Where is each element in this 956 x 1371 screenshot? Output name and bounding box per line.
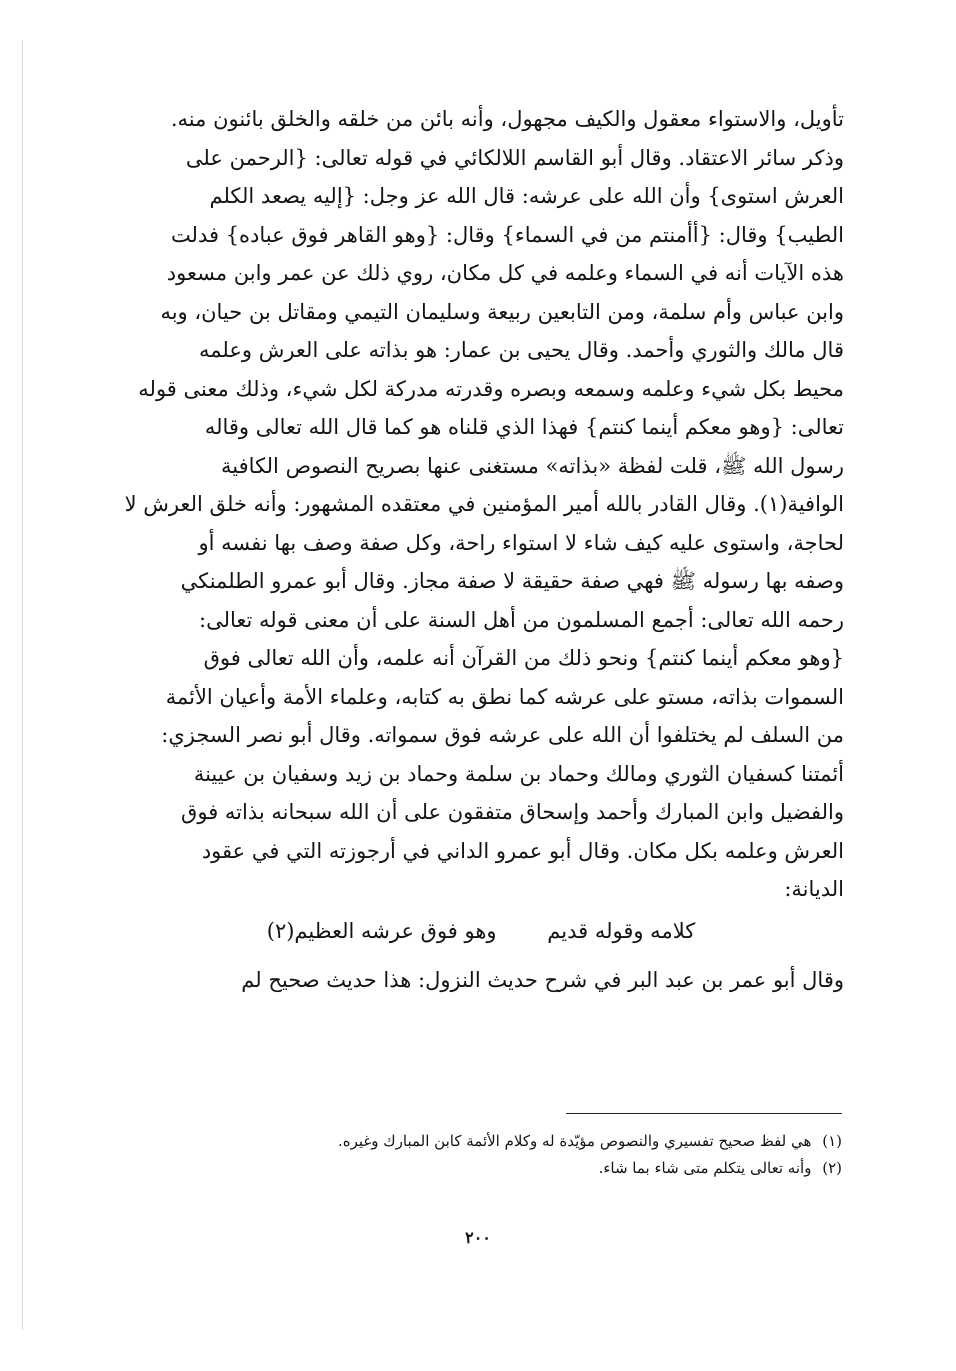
footnote-2-number: (٢) — [822, 1159, 842, 1177]
text-line-7: قال مالك والثوري وأحمد. وقال يحيى بن عمار: هو بذاته على العرش وعلمه — [199, 338, 844, 362]
text-line-4: الطيب} وقال: {أأمنتم من في السماء} وقال: {وهو القاهر فوق عباده} فدلت — [170, 222, 844, 247]
text-line-10: رسول الله ﷺ، قلت لفظة «بذاته» مستغنى عنها بصريح النصوص الكافية — [221, 453, 844, 478]
text-line-12: لحاجة، واستوى عليه كيف شاء لا استواء راحة، وكل صفة وصف بها نفسه أو — [198, 530, 844, 555]
text-line-21: الديانة: — [784, 877, 844, 901]
text-line-16: السموات بذاته، مستو على عرشه كما نطق به كتابه، وعلماء الأمة وأعيان الأئمة — [165, 684, 844, 709]
footnote-2-text: وأنه تعالى يتكلم متى شاء بما شاء. — [598, 1159, 812, 1177]
text-line-3: العرش استوى} وأن الله على عرشه: قال الله عز وجل: {إليه يصعد الكلم — [209, 184, 844, 208]
text-line-20: العرش وعلمه بكل مكان. وقال أبو عمرو الداني في أرجوزته التي في عقود — [201, 838, 844, 863]
footnote-2 — [250, 1155, 842, 1182]
text-line-17: من السلف لم يختلفوا أن الله على عرشه فوق سمواته. وقال أبو نصر السجزي: — [161, 723, 844, 747]
text-line-11: الوافية(١). وقال القادر بالله أمير المؤمنين في معتقده المشهور: وأنه خلق العرش لا — [124, 492, 844, 516]
text-line-2: وذكر سائر الاعتقاد. وقال أبو القاسم اللالكائي في قوله تعالى: {الرحمن على — [185, 145, 844, 170]
text-line-after-verse: وقال أبو عمر بن عبد البر في شرح حديث النزول: هذا حديث صحيح لم — [241, 967, 844, 992]
footnote-1-text: هي لفظ صحيح تفسيري والنصوص مؤيّدة له وكلام الأئمة كابن المبارك وغيره. — [337, 1132, 812, 1150]
footnote-1-number: (١) — [822, 1132, 842, 1150]
text-line-6: وابن عباس وأم سلمة، ومن التابعين ربيعة وسليمان التيمي ومقاتل بن حيان، وبه — [160, 299, 844, 324]
footnote-separator — [566, 1113, 842, 1114]
verse-hemistich-2: وهو فوق عرشه العظيم(٢) — [266, 918, 497, 943]
text-line-1: تأويل، والاستواء معقول والكيف مجهول، وأنه بائن من خلقه والخلق بائنون منه. — [170, 107, 844, 131]
main-text — [118, 100, 844, 999]
text-line-13: وصفه بها رسوله ﷺ فهي صفة حقيقة لا صفة مجاز. وقال أبو عمرو الطلمنكي — [180, 569, 844, 593]
text-line-18: أئمتنا كسفيان الثوري ومالك وحماد بن سلمة وحماد بن زيد وسفيان بن عيينة — [193, 761, 844, 786]
scan-edge-line — [22, 40, 23, 1330]
text-line-15: {وهو معكم أينما كنتم} ونحو ذلك من القرآن أنه علمه، وأن الله تعالى فوق — [203, 646, 844, 670]
footnote-1 — [250, 1128, 842, 1155]
text-line-5: هذه الآيات أنه في السماء وعلمه في كل مكان، روي ذلك عن عمر وابن مسعود — [166, 261, 844, 285]
text-line-19: والفضيل وابن المبارك وأحمد وإسحاق متفقون على أن الله سبحانه بذاته فوق — [181, 800, 844, 824]
text-line-9: تعالى: {وهو معكم أينما كنتم} فهذا الذي قلناه هو كما قال الله تعالى وقاله — [204, 415, 844, 439]
verse-hemistich-1: كلامه وقوله قديم — [547, 918, 696, 943]
poem-verse — [118, 911, 844, 951]
page-number: ٢٠٠ — [465, 1228, 491, 1247]
text-line-8: محيط بكل شيء وعلمه وسمعه وبصره وقدرته مدركة لكل شيء، وذلك معنى قوله — [138, 376, 844, 401]
text-line-14: رحمه الله تعالى: أجمع المسلمون من أهل السنة على أن معنى قوله تعالى: — [199, 607, 844, 632]
footnotes — [250, 1128, 842, 1182]
